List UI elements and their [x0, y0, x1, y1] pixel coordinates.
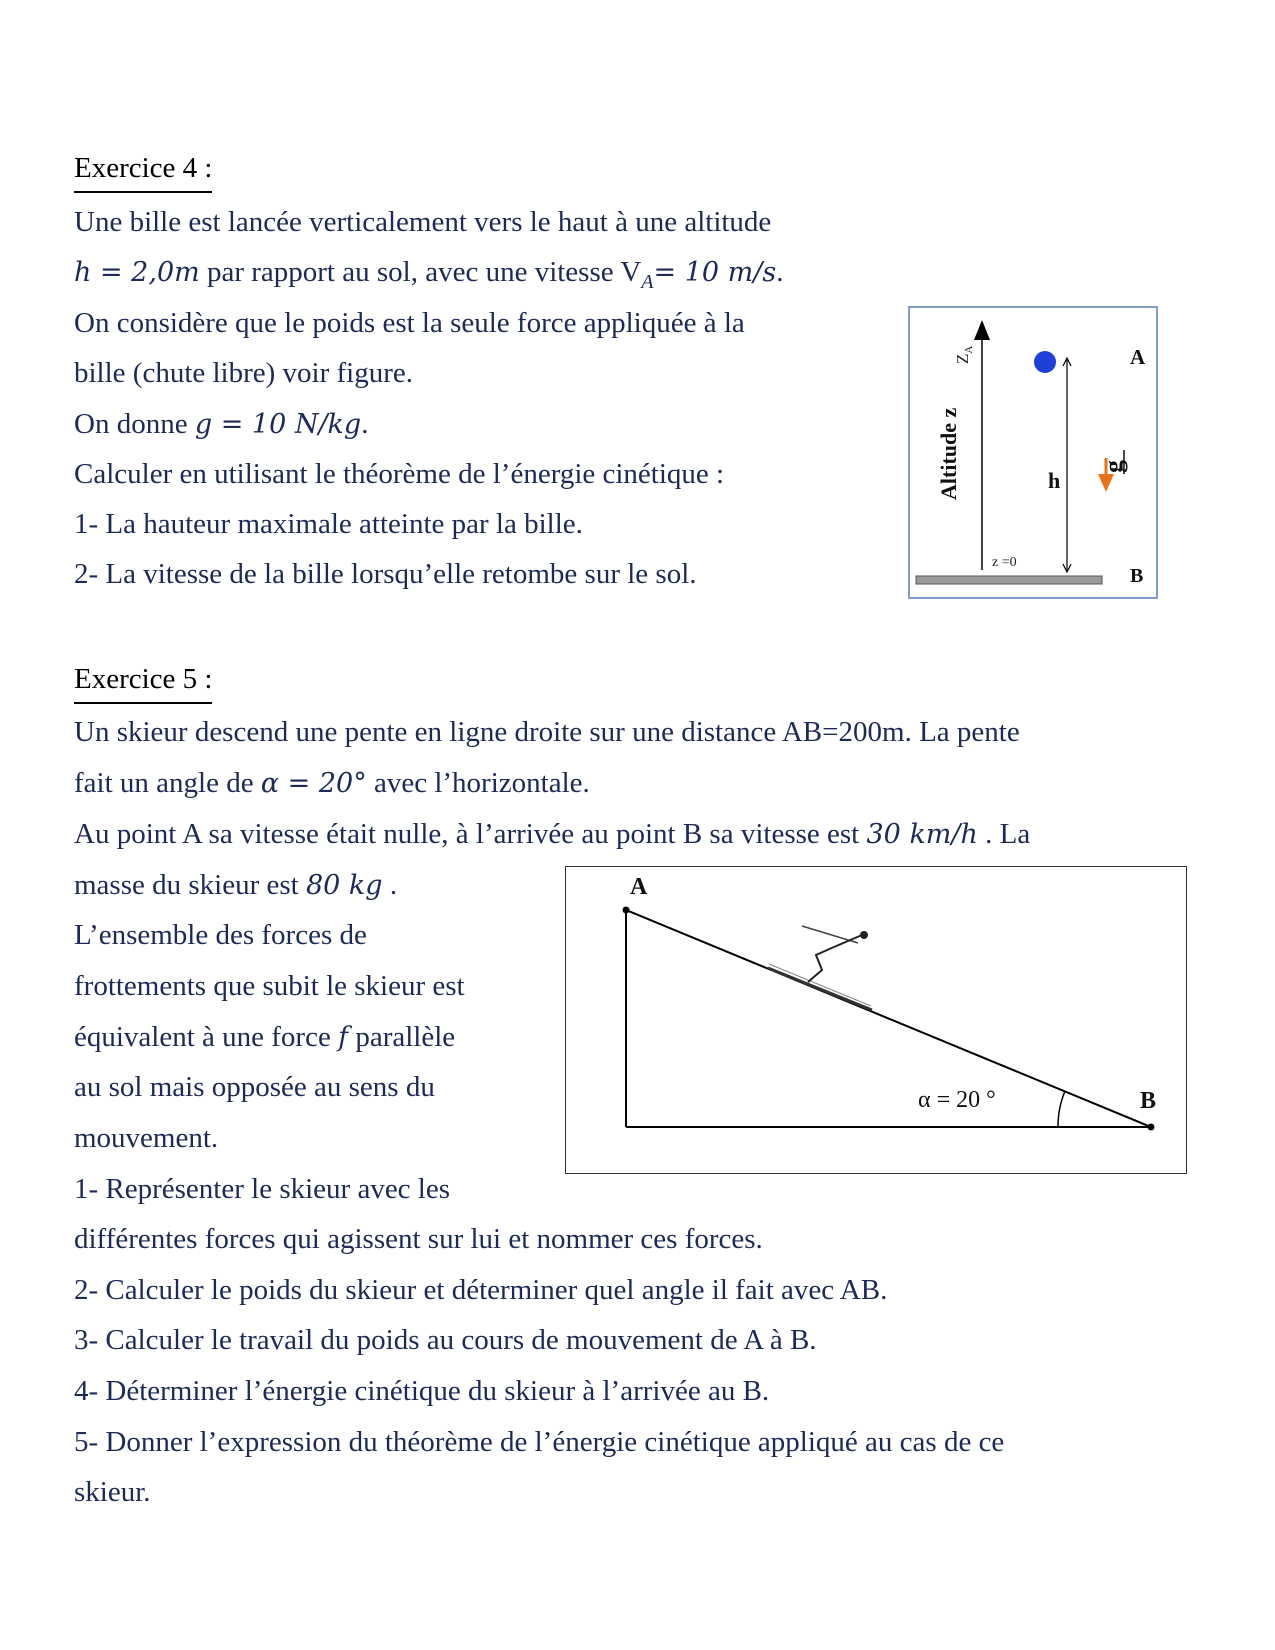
ex4-line-4: bille (chute libre) voir figure.	[74, 357, 414, 389]
ex5-speed-value: 30 km/h	[866, 819, 978, 850]
ex5-question-1a: 1- Représenter le skieur avec les	[74, 1173, 451, 1205]
ex5-line-4-text: masse du skieur est	[74, 869, 306, 901]
ex5-question-3: 3- Calculer le travail du poids au cours de mouvement de A à B.	[74, 1324, 817, 1356]
ex5-line-5: L’ensemble des forces de	[74, 919, 367, 951]
altitude-label: Altitude z	[936, 407, 961, 500]
ex4-line-5-end: .	[361, 408, 369, 440]
ex4-line-5-text: On donne	[74, 408, 195, 440]
ex5-line-8: au sol mais opposée au sens du	[74, 1071, 435, 1103]
ex5-line-7-end: parallèle	[348, 1021, 456, 1053]
skier-head	[860, 931, 868, 939]
angle-label: α = 20 °	[918, 1087, 996, 1113]
ex4-line-6: Calculer en utilisant le théorème de l’énergie cinétique :	[74, 458, 725, 490]
point-a-label: A	[1130, 345, 1146, 369]
angle-arc	[1058, 1091, 1065, 1127]
ball-throw-diagram	[910, 308, 1156, 597]
ex4-velocity-value: = 10 m/s	[653, 257, 777, 288]
ground	[916, 576, 1102, 584]
ski-slope-diagram	[566, 867, 1185, 1172]
point-a-dot	[623, 907, 630, 914]
g-arrow-head	[1098, 474, 1114, 492]
z-zero-label: z =0	[992, 555, 1017, 570]
ex4-gravity-value: g = 10 N/kg	[194, 409, 362, 440]
point-b-label: B	[1130, 565, 1144, 587]
ex5-question-5b: skieur.	[74, 1476, 151, 1508]
ski-slope-figure	[565, 866, 1187, 1174]
ex5-line-7	[74, 1020, 455, 1055]
g-label: g	[1099, 460, 1128, 473]
ex4-line-2-text: par rapport au sol, avec une vitesse V	[199, 256, 642, 288]
ex4-height-value: h = 2,0m	[74, 257, 200, 288]
ex5-question-2: 2- Calculer le poids du skieur et déterminer quel angle il fait avec AB.	[74, 1274, 888, 1306]
ex5-line-4-end: .	[382, 869, 398, 901]
skier-legs	[808, 947, 834, 982]
ex5-line-1: Un skieur descend une pente en ligne droite sur une distance AB=200m. La pente	[74, 716, 1020, 748]
exercise-5-title: Exercice 5 :	[74, 663, 212, 704]
ex5-question-1b: différentes forces qui agissent sur lui et nommer ces forces.	[74, 1223, 763, 1255]
point-b-dot	[1148, 1124, 1155, 1131]
skier	[768, 926, 872, 1010]
ex5-line-2	[74, 766, 590, 801]
ex5-friction-symbol: f	[338, 1022, 349, 1053]
z-a-label: $Z_A$	[953, 345, 975, 364]
exercise-4-title: Exercice 4 :	[74, 152, 212, 193]
ski	[768, 968, 872, 1010]
ex5-line-2-text: fait un angle de	[74, 767, 261, 799]
ex5-line-3	[74, 817, 1030, 852]
ex5-line-9: mouvement.	[74, 1122, 219, 1154]
ex5-angle-value: α = 20°	[260, 768, 367, 799]
ex5-question-4: 4- Déterminer l’énergie cinétique du skieur à l’arrivée au B.	[74, 1375, 770, 1407]
ex4-line-2-end: .	[776, 256, 784, 288]
ex4-line-3: On considère que le poids est la seule force appliquée à la	[74, 307, 745, 339]
ex5-line-2-end: avec l’horizontale.	[366, 767, 590, 799]
ex5-question-5a: 5- Donner l’expression du théorème de l’énergie cinétique appliqué au cas de ce	[74, 1426, 1005, 1458]
ex5-line-7-text: équivalent à une force	[74, 1021, 339, 1053]
ex4-line-2	[74, 255, 783, 299]
ex4-line-1: Une bille est lancée verticalement vers le haut à une altitude	[74, 206, 772, 238]
ball-throw-figure	[908, 306, 1158, 599]
z-axis-arrowhead	[974, 320, 990, 340]
ex5-mass-value: 80 kg	[305, 870, 383, 901]
slope-point-a-label: A	[630, 874, 648, 900]
ex4-question-1: 1- La hauteur maximale atteinte par la bille.	[74, 508, 583, 540]
slope-incline	[626, 910, 1151, 1127]
h-label: h	[1048, 468, 1061, 493]
ex4-line-5	[74, 407, 368, 442]
ex4-question-2: 2- La vitesse de la bille lorsqu’elle retombe sur le sol.	[74, 558, 697, 590]
slope-point-b-label: B	[1140, 1088, 1157, 1114]
ex5-line-3-text: Au point A sa vitesse était nulle, à l’arrivée au point B sa vitesse est	[74, 818, 867, 850]
ex5-line-3-end: . La	[977, 818, 1031, 850]
ex4-velocity-sub: A	[641, 270, 654, 293]
ball	[1034, 351, 1056, 373]
ski-highlight	[769, 964, 871, 1006]
ex5-line-4	[74, 868, 397, 903]
ex5-line-6: frottements que subit le skieur est	[74, 970, 465, 1002]
